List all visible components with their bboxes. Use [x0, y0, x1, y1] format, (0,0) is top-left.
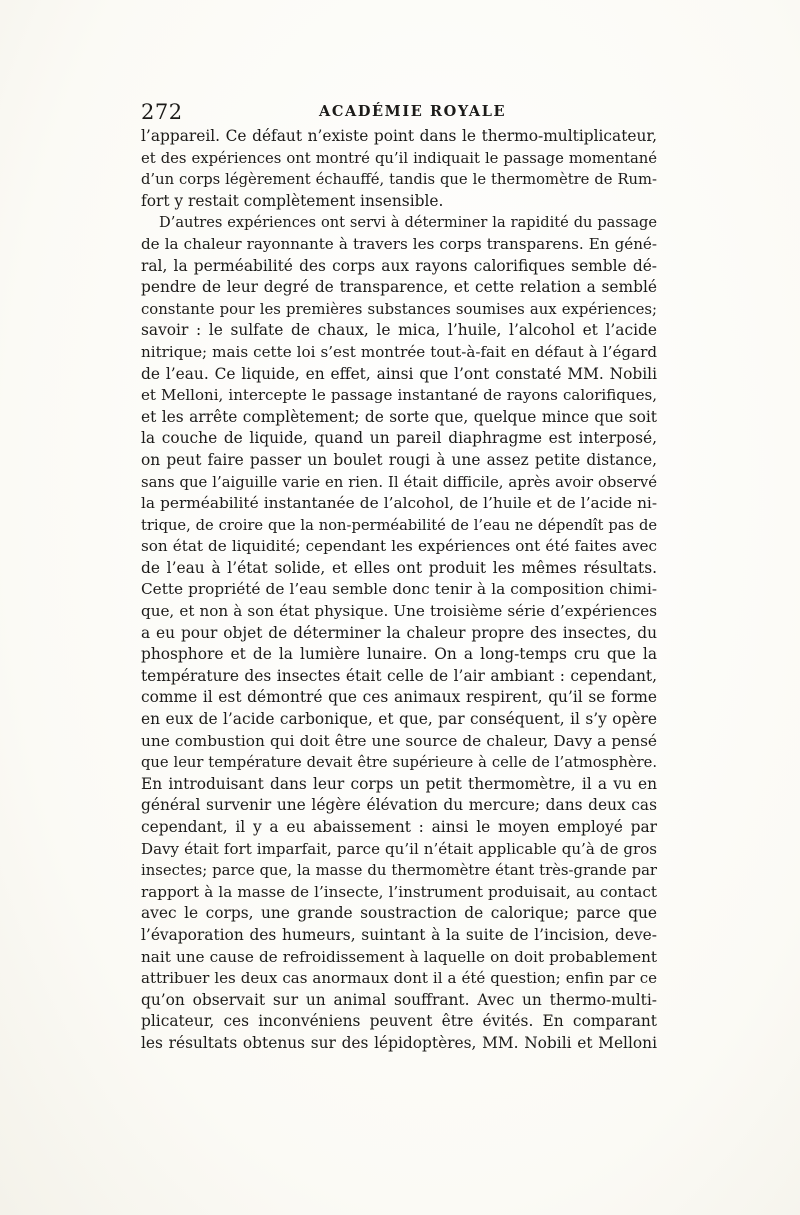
text-line: une combustion qui doit être une source de chaleur, Davy a pensé: [141, 731, 657, 750]
text-line: Cette propriété de l’eau semble donc tenir à la composition chimi-: [141, 580, 657, 599]
text-line: de la chaleur rayonnante à travers les corps transparens. En géné-: [141, 234, 657, 253]
text-line: que leur température devait être supérieure à celle de l’atmosphère.: [141, 754, 657, 772]
text-line: la couche de liquide, quand un pareil diaphragme est interposé,: [141, 429, 657, 448]
text-line: on peut faire passer un boulet rougi à une assez petite distance,: [141, 450, 657, 469]
page-header: [141, 100, 657, 126]
text-line: phosphore et de la lumière lunaire. On a long-temps cru que la: [141, 645, 657, 664]
text-line: plicateur, ces inconvéniens peuvent être évités. En comparant: [141, 1012, 657, 1031]
text-line: Davy était fort imparfait, parce qu’il n’était applicable qu’à de gros: [141, 839, 657, 858]
text-line: trique, de croire que la non-perméabilité de l’eau ne dépendît pas de: [141, 516, 657, 534]
text-line: ral, la perméabilité des corps aux rayons calorifiques semble dé-: [141, 256, 657, 275]
text-line: fort y restait complètement insensible.: [141, 191, 444, 210]
body-text: [141, 126, 657, 1055]
text-line: et Melloni, intercepte le passage instantané de rayons calorifiques,: [141, 386, 657, 405]
text-line: la perméabilité instantanée de l’alcohol, de l’huile et de l’acide ni-: [141, 494, 657, 513]
text-line: avec le corps, une grande soustraction de calorique; parce que: [141, 904, 657, 923]
text-line: comme il est démontré que ces animaux respirent, qu’il se forme: [141, 688, 657, 707]
text-line: constante pour les premières substances soumises aux expériences;: [141, 300, 657, 318]
text-line: En introduisant dans leur corps un petit thermomètre, il a vu en: [141, 774, 657, 793]
text-line: l’appareil. Ce défaut n’existe point dans le thermo-multiplicateur,: [141, 127, 657, 145]
page-number: 272: [141, 100, 183, 124]
text-line: les résultats obtenus sur des lépidoptères, MM. Nobili et Melloni: [141, 1033, 657, 1052]
text-line: sans que l’aiguille varie en rien. Il était difficile, après avoir observé: [141, 473, 657, 491]
text-line: rapport à la masse de l’insecte, l’instrument produisait, au contact: [141, 882, 657, 901]
text-line: D’autres expériences ont servi à déterminer la rapidité du passage: [159, 214, 657, 232]
text-line: pendre de leur degré de transparence, et cette relation a semblé: [141, 278, 657, 297]
text-line: attribuer les deux cas anormaux dont il a été question; enfin par ce: [141, 969, 657, 988]
text-line: et des expériences ont montré qu’il indiquait le passage momentané: [141, 149, 657, 167]
text-line: cependant, il y a eu abaissement : ainsi le moyen employé par: [141, 818, 657, 836]
text-line: de l’eau. Ce liquide, en effet, ainsi que l’ont constaté MM. Nobili: [141, 364, 657, 383]
text-line: insectes; parce que, la masse du thermomètre étant très-grande par: [141, 862, 657, 880]
text-line: et les arrête complètement; de sorte que, quelque mince que soit: [141, 407, 657, 426]
text-line: que, et non à son état physique. Une troisième série d’expériences: [141, 602, 657, 621]
text-line: en eux de l’acide carbonique, et que, par conséquent, il s’y opère: [141, 710, 657, 729]
text-line: savoir : le sulfate de chaux, le mica, l’huile, l’alcohol et l’acide: [141, 321, 657, 340]
text-line: nitrique; mais cette loi s’est montrée tout-à-fait en défaut à l’égard: [141, 342, 657, 361]
text-line: qu’on observait sur un animal souffrant. Avec un thermo-multi-: [141, 990, 657, 1009]
text-line: a eu pour objet de déterminer la chaleur propre des insectes, du: [141, 623, 657, 642]
text-line: son état de liquidité; cependant les expériences ont été faites avec: [141, 537, 657, 556]
text-line: nait une cause de refroidissement à laquelle on doit probablement: [141, 947, 657, 966]
text-line: de l’eau à l’état solide, et elles ont produit les mêmes résultats.: [141, 558, 657, 577]
running-head: ACADÉMIE ROYALE: [319, 103, 507, 120]
text-line: général survenir une légère élévation du mercure; dans deux cas: [141, 796, 657, 815]
text-line: température des insectes était celle de l’air ambiant : cependant,: [141, 666, 657, 685]
text-line: l’évaporation des humeurs, suintant à la suite de l’incision, deve-: [141, 925, 657, 944]
text-line: d’un corps légèrement échauffé, tandis que le thermomètre de Rum-: [141, 171, 657, 189]
